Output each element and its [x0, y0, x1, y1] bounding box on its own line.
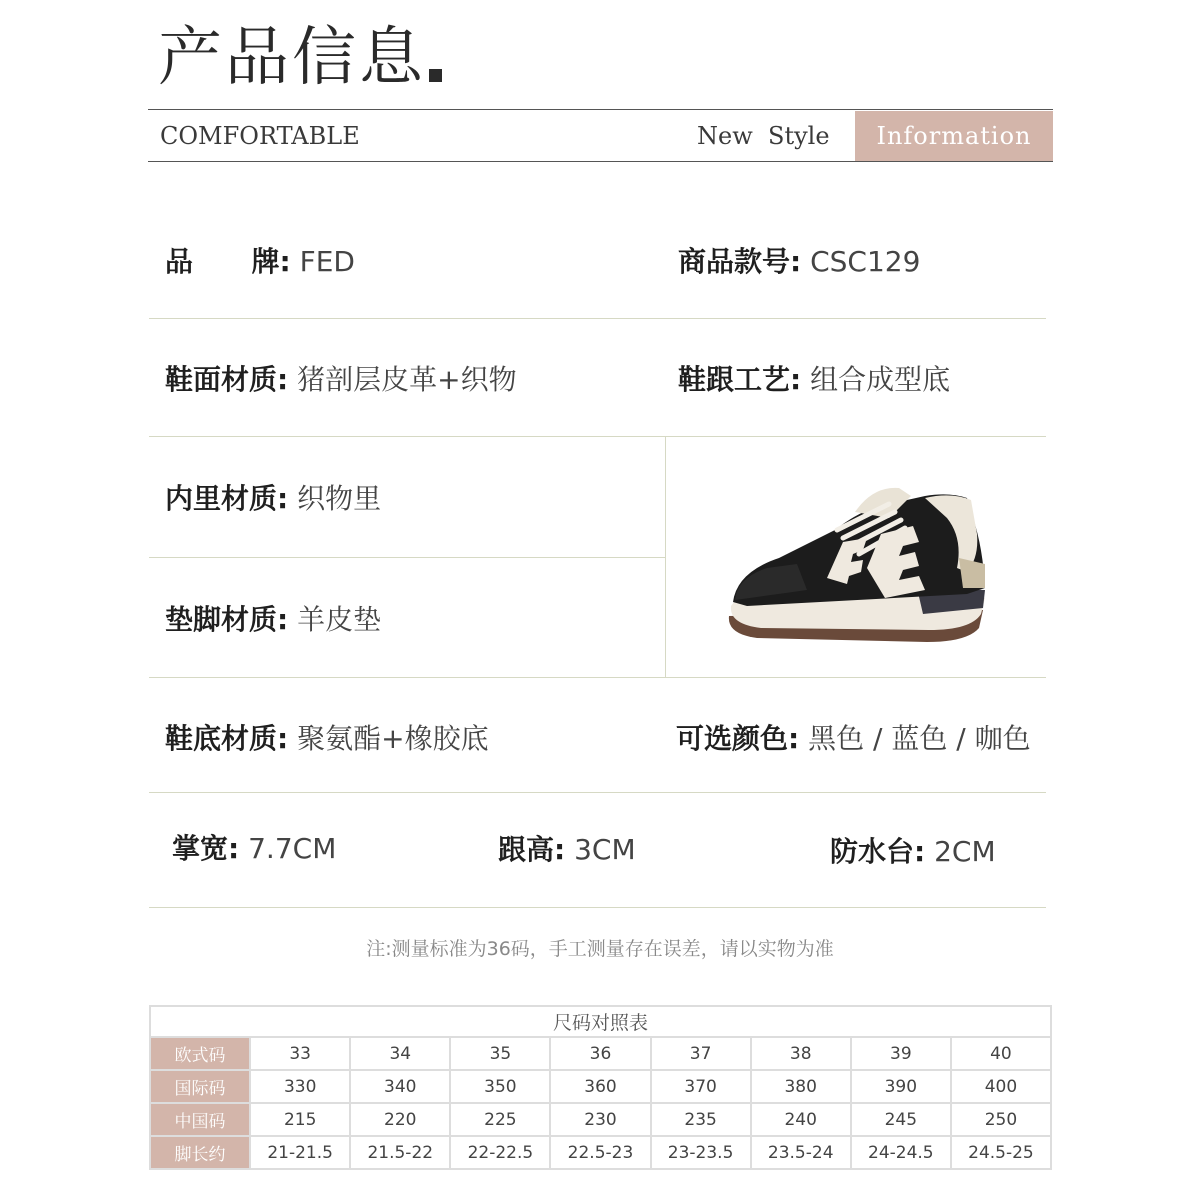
spec-upper-label: 鞋面材质:: [165, 363, 289, 396]
table-cell: 215: [250, 1103, 350, 1136]
spec-heel-height: [498, 830, 636, 870]
spec-insole-value: 羊皮垫: [297, 603, 382, 636]
spec-model: [678, 242, 920, 282]
table-cell: 33: [250, 1037, 350, 1070]
spec-model-label: 商品款号:: [678, 245, 802, 278]
table-cell: 330: [250, 1070, 350, 1103]
divider: [149, 557, 665, 558]
table-cell: 360: [550, 1070, 650, 1103]
table-cell: 230: [550, 1103, 650, 1136]
spec-colors-value: 黑色 / 蓝色 / 咖色: [808, 722, 1031, 755]
spec-lining-label: 内里材质:: [165, 482, 289, 515]
product-image: [667, 438, 1045, 676]
table-cell: 400: [951, 1070, 1051, 1103]
table-row: [150, 1037, 1051, 1070]
spec-lining: [165, 479, 381, 519]
table-cell: 350: [450, 1070, 550, 1103]
table-cell: 23.5-24: [751, 1136, 851, 1169]
table-cell: 40: [951, 1037, 1051, 1070]
banner-top-rule: [148, 109, 1053, 110]
banner-new-style: New Style: [697, 122, 830, 150]
table-cell: 21.5-22: [350, 1136, 450, 1169]
table-cell: 23-23.5: [651, 1136, 751, 1169]
title-dot: [429, 69, 442, 82]
row-header: 国际码: [150, 1070, 250, 1103]
table-cell: 245: [851, 1103, 951, 1136]
spec-width-label: 掌宽:: [172, 832, 240, 865]
tab-information[interactable]: Information: [855, 111, 1053, 161]
table-cell: 380: [751, 1070, 851, 1103]
spec-brand-value: FED: [299, 245, 355, 278]
spec-brand-label: 品 牌:: [165, 245, 291, 278]
table-cell: 240: [751, 1103, 851, 1136]
spec-model-value: CSC129: [810, 245, 921, 278]
spec-insole-label: 垫脚材质:: [165, 603, 289, 636]
table-cell: 36: [550, 1037, 650, 1070]
divider: [149, 318, 1046, 319]
table-cell: 220: [350, 1103, 450, 1136]
spec-platform: [830, 832, 996, 872]
table-cell: 24.5-25: [951, 1136, 1051, 1169]
spec-colors-label: 可选颜色:: [676, 722, 800, 755]
page-title: 产品信息: [158, 21, 426, 95]
table-cell: 21-21.5: [250, 1136, 350, 1169]
table-cell: 225: [450, 1103, 550, 1136]
table-cell: 35: [450, 1037, 550, 1070]
row-header: 脚长约: [150, 1136, 250, 1169]
table-cell: 34: [350, 1037, 450, 1070]
spec-heel-height-value: 3CM: [574, 833, 636, 866]
banner-bottom-rule: [148, 161, 1053, 162]
measurement-note: 注:测量标准为36码，手工测量存在误差，请以实物为准: [366, 938, 834, 960]
size-chart-title: 尺码对照表: [150, 1006, 1051, 1037]
spec-heel-value: 组合成型底: [810, 363, 951, 396]
spec-colors: [676, 719, 1031, 759]
size-chart: [149, 1005, 1052, 1170]
divider: [149, 677, 1046, 678]
table-cell: 370: [651, 1070, 751, 1103]
spec-width: [172, 829, 336, 869]
spec-heel-height-label: 跟高:: [498, 833, 566, 866]
spec-heel: [678, 360, 950, 400]
spec-sole-label: 鞋底材质:: [165, 722, 289, 755]
table-cell: 39: [851, 1037, 951, 1070]
table-cell: 37: [651, 1037, 751, 1070]
spec-width-value: 7.7CM: [248, 832, 337, 865]
spec-heel-label: 鞋跟工艺:: [678, 363, 802, 396]
banner-comfortable: COMFORTABLE: [160, 122, 360, 150]
table-cell: 22-22.5: [450, 1136, 550, 1169]
spec-upper-value: 猪剖层皮革+织物: [297, 363, 517, 396]
divider: [149, 792, 1046, 793]
spec-lining-value: 织物里: [297, 482, 382, 515]
table-row: [150, 1070, 1051, 1103]
table-cell: 340: [350, 1070, 450, 1103]
spec-sole: [165, 719, 489, 759]
table-row: [150, 1136, 1051, 1169]
row-header: 中国码: [150, 1103, 250, 1136]
spec-brand: [165, 242, 355, 282]
row-header: 欧式码: [150, 1037, 250, 1070]
table-cell: 235: [651, 1103, 751, 1136]
divider: [149, 436, 1046, 437]
sneaker-image: [667, 438, 1045, 676]
divider-vertical: [665, 437, 666, 677]
table-cell: 24-24.5: [851, 1136, 951, 1169]
spec-insole: [165, 600, 381, 640]
table-cell: 22.5-23: [550, 1136, 650, 1169]
table-row: [150, 1103, 1051, 1136]
spec-platform-label: 防水台:: [830, 835, 926, 868]
spec-sole-value: 聚氨酯+橡胶底: [297, 722, 489, 755]
spec-upper: [165, 360, 517, 400]
divider: [149, 907, 1046, 908]
table-cell: 38: [751, 1037, 851, 1070]
table-cell: 390: [851, 1070, 951, 1103]
spec-platform-value: 2CM: [934, 835, 996, 868]
table-cell: 250: [951, 1103, 1051, 1136]
